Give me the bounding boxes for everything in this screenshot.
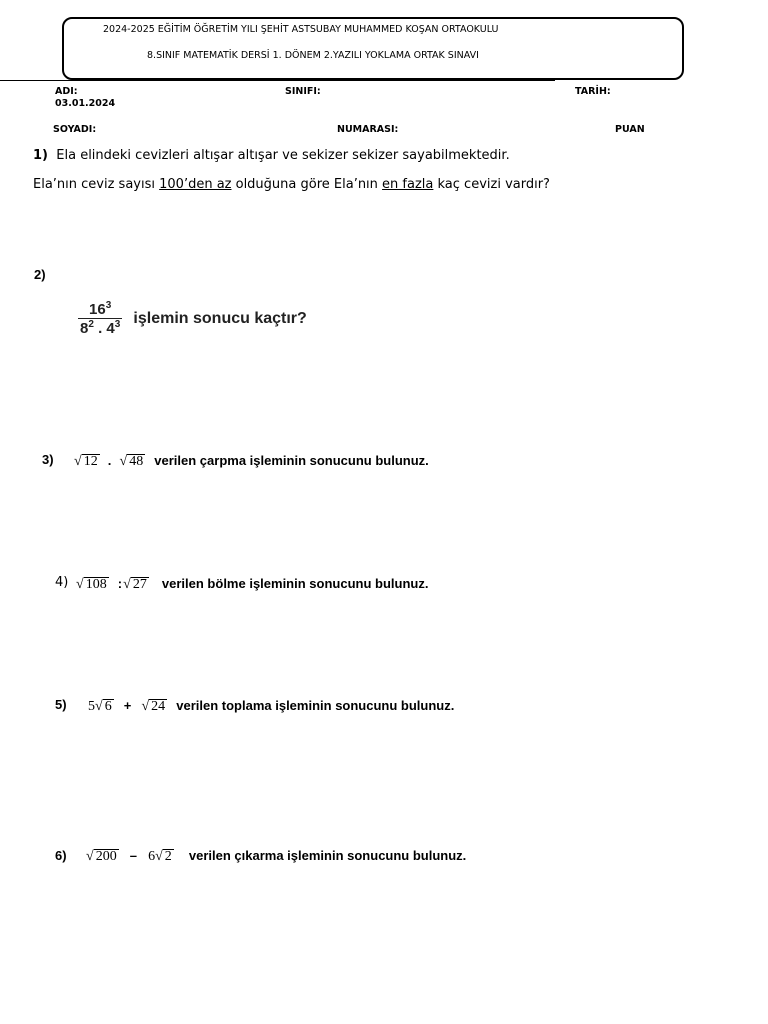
question-2-number: 2) (34, 267, 46, 282)
question-6-text: verilen çıkarma işleminin sonucunu bulunuz. (188, 848, 467, 863)
question-4-expression (76, 573, 428, 593)
num-exp: 3 (105, 300, 112, 311)
question-4-number: 4) (55, 575, 69, 590)
question-1-line2 (33, 177, 550, 192)
den-base-2: 4 (106, 320, 115, 337)
q1-text-c: kaç cevizi vardır? (433, 177, 550, 192)
fraction-numerator (78, 300, 122, 318)
class-label: SINIFI: (285, 86, 321, 97)
question-3-expression (74, 450, 429, 470)
question-1-number: 1) (33, 148, 48, 163)
question-4-text: verilen bölme işleminin sonucunu bulunuz. (161, 576, 429, 591)
radicand-27: 27 (132, 577, 147, 592)
q1-text-a: Ela’nın ceviz sayısı (33, 177, 160, 192)
radicand-6: 6 (104, 699, 112, 714)
operator-multiply: . (107, 453, 112, 468)
question-5-number: 5) (55, 697, 67, 712)
radicand-200: 200 (95, 849, 117, 864)
sqrt-6: √ 6 (95, 699, 112, 714)
surname-label: SOYADI: (53, 124, 97, 135)
coefficient-6: 6 (148, 849, 156, 864)
sqrt-24: √ 24 (141, 699, 166, 714)
exam-title: 8.SINIF MATEMATİK DERSİ 1. DÖNEM 2.YAZILI YOKLAMA ORTAK SINAVI (147, 50, 479, 61)
radicand-12: 12 (83, 454, 98, 469)
question-6-expression (86, 845, 466, 865)
radicand-48: 48 (129, 454, 144, 469)
den-dot: . (98, 320, 103, 337)
radicand-108: 108 (85, 577, 107, 592)
question-5-expression (88, 695, 454, 715)
date-value: 03.01.2024 (55, 98, 116, 109)
number-label: NUMARASI: (337, 124, 399, 135)
sqrt-12: √ 12 (74, 454, 98, 469)
sqrt-27: √ 27 (123, 577, 147, 592)
num-base: 16 (89, 301, 106, 318)
question-2-expression (78, 300, 307, 337)
fraction-denominator (78, 318, 122, 337)
question-3-text: verilen çarpma işleminin sonucunu bulunuz. (154, 453, 429, 468)
question-1-line1: Ela elindeki cevizleri altışar altışar ve sekizer sekizer sayabilmektedir. (56, 148, 510, 163)
question-5-text: verilen toplama işleminin sonucunu bulunuz. (176, 698, 455, 713)
operator-minus: – (129, 848, 138, 863)
q1-text-b: olduğuna göre Ela’nın (231, 177, 383, 192)
question-1 (33, 148, 510, 163)
den-exp-1: 2 (88, 319, 94, 330)
question-3-number: 3) (42, 452, 54, 467)
sqrt-108: √ 108 (76, 577, 107, 592)
operator-plus: + (123, 698, 132, 713)
radicand-24: 24 (151, 699, 166, 714)
sqrt-200: √ 200 (86, 849, 117, 864)
radicand-2: 2 (164, 849, 172, 864)
coefficient-5: 5 (88, 699, 95, 714)
operator-divide: : (117, 576, 123, 591)
name-label: ADI: (55, 86, 78, 97)
header-divider (0, 80, 555, 81)
fraction (78, 300, 122, 337)
den-base-1: 8 (80, 320, 89, 337)
question-6-number: 6) (55, 848, 67, 863)
q1-underline-2: en fazla (382, 177, 434, 192)
score-label: PUAN (615, 124, 645, 135)
sqrt-48: √ 48 (119, 454, 144, 469)
question-2-text: işlemin sonucu kaçtır? (133, 309, 307, 327)
q1-underline-1: 100’den az (159, 177, 232, 192)
sqrt-2: √ 2 (155, 849, 172, 864)
den-exp-2: 3 (114, 319, 121, 330)
school-title: 2024-2025 EĞİTİM ÖĞRETİM YILI ŞEHİT ASTSUBAY MUHAMMED KOŞAN ORTAOKULU (103, 24, 499, 35)
date-label: TARİH: (575, 86, 611, 97)
